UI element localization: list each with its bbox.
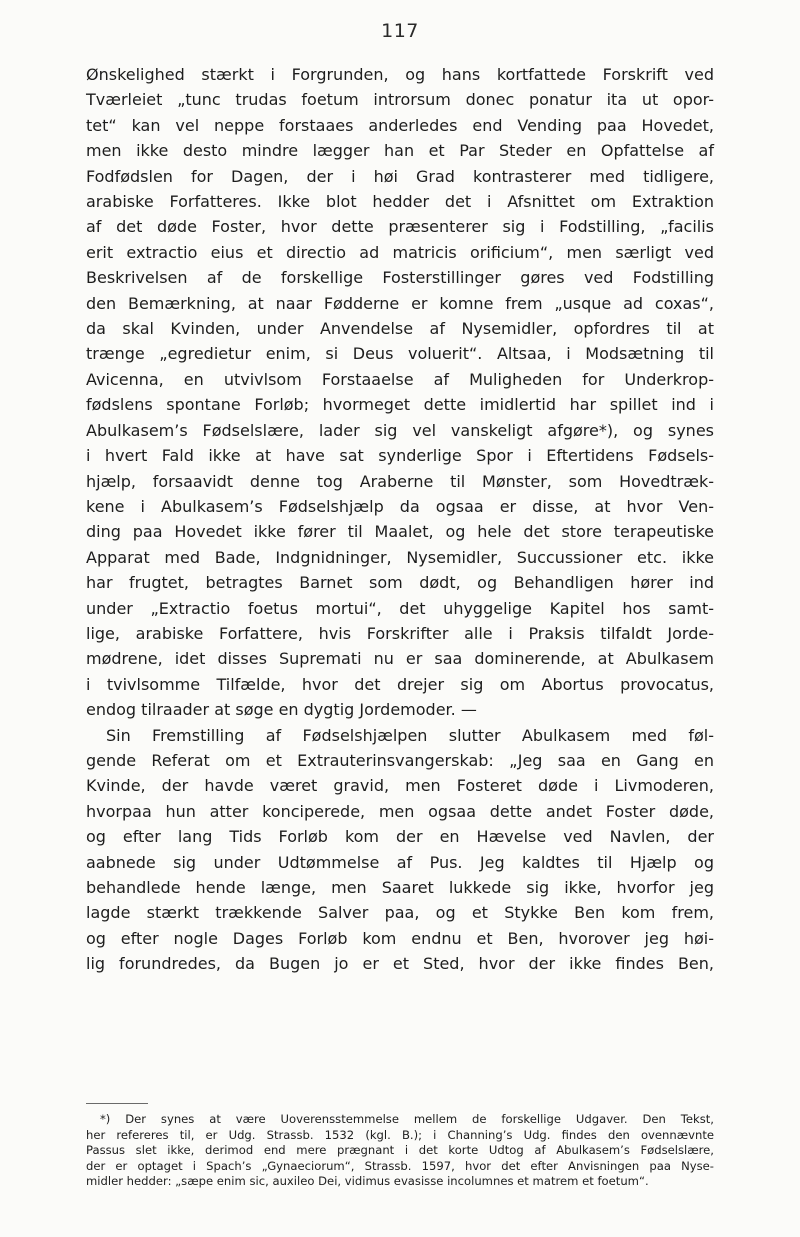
text-line: mødrene, idet disses Supremati nu er saa dominerende, at Abulkasem (86, 649, 714, 669)
text-line: erit extractio eius et directio ad matricis orificium“, men særligt ved (86, 242, 714, 262)
page-number: 117 (381, 20, 419, 42)
text-line: hvorpaa hun atter konciperede, men ogsaa dette andet Foster døde, (86, 801, 714, 821)
text-line: af det døde Foster, hvor dette præsenterer sig i Fodstilling, „facilis (86, 217, 714, 237)
text-line: Apparat med Bade, Indgnidninger, Nysemidler, Succussioner etc. ikke (86, 547, 714, 567)
text-line: og efter lang Tids Forløb kom der en Hævelse ved Navlen, der (86, 827, 714, 847)
text-line: Ønskelighed stærkt i Forgrunden, og hans kortfattede Forskrift ved (86, 65, 714, 84)
body-text (86, 62, 714, 977)
text-line: i hvert Fald ikke at have sat synderlige Spor i Eftertidens Fødsels- (86, 446, 714, 466)
text-line: under „Extractio foetus mortui“, det uhyggelige Kapitel hos samt- (86, 598, 714, 618)
text-line: Sin Fremstilling af Fødselshjælpen slutter Abulkasem med føl- (106, 725, 714, 745)
text-line: lagde stærkt trækkende Salver paa, og et Stykke Ben kom frem, (86, 903, 714, 923)
text-line: behandlede hende længe, men Saaret lukkede sig ikke, hvorfor jeg (86, 878, 714, 897)
text-line: aabnede sig under Udtømmelse af Pus. Jeg kaldtes til Hjælp og (86, 852, 714, 872)
footnote-line: Passus slet ikke, derimod end mere prægnant i det korte Udtog af Abulkasem’s Fødselslære, (86, 1143, 714, 1158)
footnote-line: der er optaget i Spach’s „Gynaeciorum“, Strassb. 1597, hvor det efter Anvisningen paa Nyse- (86, 1158, 714, 1173)
text-line: endog tilraader at søge en dygtig Jordemoder. — (86, 700, 477, 720)
footnote-line: *) Der synes at være Uoverensstemmelse mellem de forskellige Udgaver. Den Tekst, (100, 1112, 714, 1126)
text-line: arabiske Forfatteres. Ikke blot hedder det i Afsnittet om Extraktion (86, 192, 714, 212)
text-line: og efter nogle Dages Forløb kom endnu et Ben, hvorover jeg høi- (86, 928, 714, 948)
footnote-line: midler hedder: „sæpe enim sic, auxileo Dei, vidimus evasisse incolumnes et matrem et foetum“. (86, 1174, 649, 1189)
text-line: Abulkasem’s Fødselslære, lader sig vel vanskeligt afgøre*), og synes (86, 420, 714, 440)
text-line: men ikke desto mindre lægger han et Par Steder en Opfattelse af (86, 141, 714, 161)
text-line: hjælp, forsaavidt denne tog Araberne til Mønster, som Hovedtræk- (86, 471, 714, 491)
text-line: da skal Kvinden, under Anvendelse af Nysemidler, opfordres til at (86, 319, 714, 339)
text-line: Tværleiet „tunc trudas foetum introrsum donec ponatur ita ut opor- (86, 90, 714, 110)
text-line: gende Referat om et Extrauterinsvangerskab: „Jeg saa en Gang en (86, 750, 714, 770)
text-line: Fodfødslen for Dagen, der i høi Grad kontrasterer med tidligere, (86, 166, 714, 186)
footnote (86, 1112, 714, 1190)
text-line: lig forundredes, da Bugen jo er et Sted, hvor der ikke findes Ben, (86, 954, 714, 974)
text-line: har frugtet, betragtes Barnet som dødt, og Behandligen hører ind (86, 573, 714, 593)
text-line: kene i Abulkasem’s Fødselshjælp da ogsaa er disse, at hvor Ven- (86, 496, 714, 516)
text-line: Kvinde, der havde været gravid, men Fosteret døde i Livmoderen, (86, 776, 714, 796)
text-line: lige, arabiske Forfattere, hvis Forskrifter alle i Praksis tilfaldt Jorde- (86, 623, 714, 643)
text-line: Beskrivelsen af de forskellige Fosterstillinger gøres ved Fodstilling (86, 268, 714, 288)
text-line: fødslens spontane Forløb; hvormeget dette imidlertid har spillet ind i (86, 395, 714, 415)
text-line: ding paa Hovedet ikke fører til Maalet, og hele det store terapeutiske (86, 522, 714, 542)
text-line: den Bemærkning, at naar Fødderne er komne frem „usque ad coxas“, (86, 293, 714, 313)
text-line: trænge „egredietur enim, si Deus voluerit“. Altsaa, i Modsætning til (86, 344, 714, 364)
footnote-divider (86, 1103, 148, 1104)
text-line: Avicenna, en utvivlsom Forstaaelse af Muligheden for Underkrop- (86, 369, 714, 389)
text-line: i tvivlsomme Tilfælde, hvor det drejer sig om Abortus provocatus, (86, 674, 714, 694)
footnote-line: her refereres til, er Udg. Strassb. 1532 (kgl. B.); i Channing’s Udg. findes den ovennævnte (86, 1127, 714, 1142)
text-line: tet“ kan vel neppe forstaaes anderledes end Vending paa Hovedet, (86, 115, 714, 135)
